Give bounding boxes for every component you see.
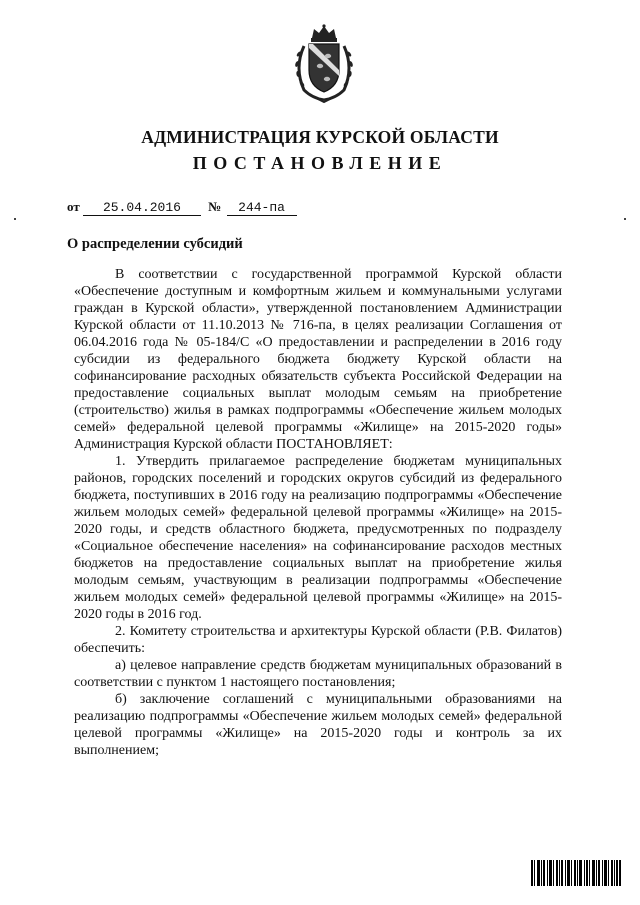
barcode: [531, 860, 621, 886]
scan-mark: [14, 218, 16, 220]
item-1-paragraph: 1. Утвердить прилагаемое распределение бюджетам муниципальных районов, городских поселений и городских округов субсидий из федерального бюджета, поступивших в 2016 году на реализацию подпрограммы «Обеспечение жильем молодых семей» федеральной целевой программы «Жилище» на 2015-2020 годы, и средств областного бюджета, предусмотренных по подразделу «Социальное обеспечение населения» на софинансирование расходов местных бюджетов на предоставление социальных выплат на приобретение жилья молодым семьям, участвующим в реализации подпрограммы «Обеспечение жильем молодых семей» федеральной целевой программы «Жилище» на 2015-2020 годы в 2016 год.: [74, 454, 562, 622]
date-label: от: [67, 199, 80, 214]
document-date: 25.04.2016: [83, 200, 201, 216]
number-label: №: [208, 199, 222, 214]
preamble-paragraph: В соответствии с государственной программой Курской области «Обеспечение доступным и комфортным жильем и коммунальными услугами граждан в Курской области», утвержденной постановлением Администрации Курской области от 11.10.2013 № 716-па, в целях реализации Соглашения от 06.04.2016 года № 05-184/С «О предоставлении и распределении в 2016 году субсидии из федерального бюджета бюджету Курской области на софинансирование расходных обязательств субъекта Российской Федерации на предоставление социальных выплат молодым семьям на приобретение (строительство) жилья в рамках подпрограммы «Обеспечение жильем молодых семей» федеральной целевой программы «Жилище» на 2015-2020 годы» Администрация Курской области ПОСТАНОВЛЯЕТ:: [74, 267, 562, 452]
organization-title: АДМИНИСТРАЦИЯ КУРСКОЙ ОБЛАСТИ: [141, 127, 499, 147]
scan-mark: [624, 218, 626, 220]
item-2-paragraph: 2. Комитету строительства и архитектуры Курской области (Р.В. Филатов) обеспечить:: [74, 624, 562, 656]
document-subject: О распределении субсидий: [67, 236, 243, 252]
document-type-heading: ПОСТАНОВЛЕНИЕ: [192, 153, 448, 173]
item-2a-paragraph: а) целевое направление средств бюджетам муниципальных образований в соответствии с пунктом 1 настоящего постановления;: [74, 658, 562, 690]
document-number: 244-па: [227, 200, 297, 216]
document-body: [74, 266, 562, 759]
item-2b-paragraph: б) заключение соглашений с муниципальными образованиями на реализацию подпрограммы «Обеспечение жильем молодых семей» федеральной целевой программы «Жилище» на 2015-2020 годы и контроль за их выполнением;: [74, 692, 562, 758]
coat-of-arms-emblem: [290, 24, 358, 104]
date-number-line: [67, 199, 297, 216]
